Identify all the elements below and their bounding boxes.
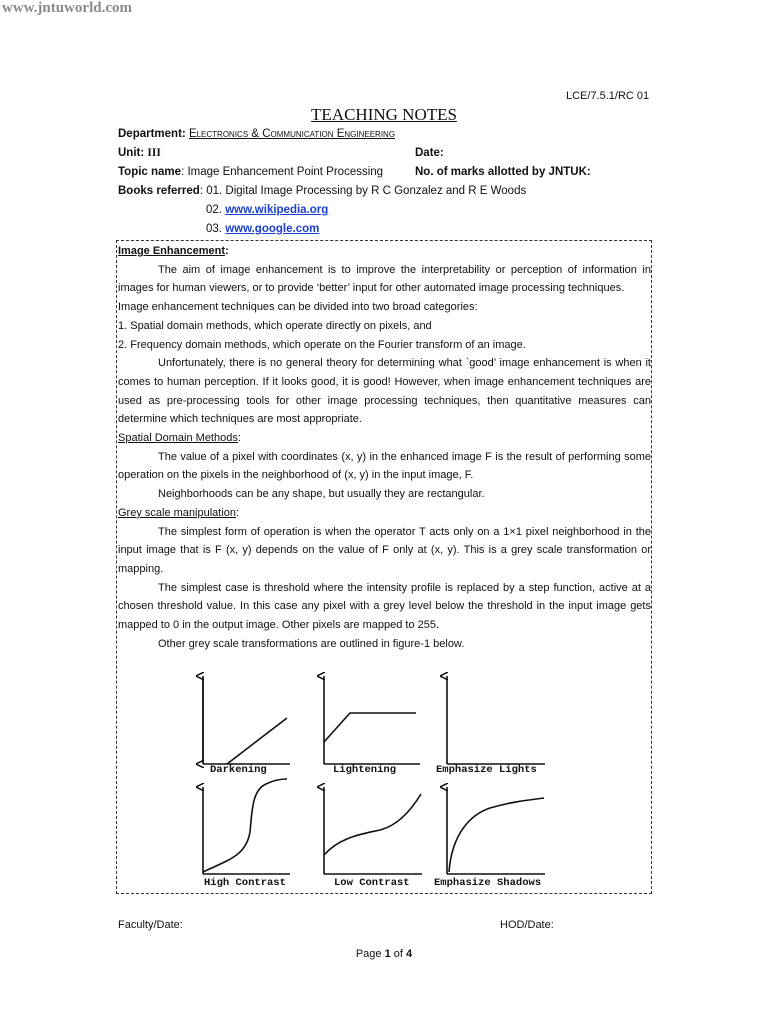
books-row: Books referred: 01. Digital Image Processing by R C Gonzalez and R E Woods <box>118 185 527 197</box>
watermark: www.jntuworld.com <box>2 0 132 16</box>
department-word-1: Electronics <box>188 128 249 140</box>
page-number: Page 1 of 4 <box>355 948 413 960</box>
caption-high-contrast: High Contrast <box>204 877 286 889</box>
document-reference: LCE/7.5.1/RC 01 <box>566 90 650 102</box>
curve-low-contrast <box>324 794 421 855</box>
paragraph-2: Image enhancement techniques can be divided into two broad categories: <box>118 301 478 314</box>
caption-low-contrast: Low Contrast <box>334 877 410 889</box>
caption-lightening: Lightening <box>333 764 397 776</box>
paragraph-9: The simplest case is threshold where the intensity profile is replaced by a step function, active at a chosen threshold value. In this case any pixel with a grey level below the threshold in the input image gets mapped to 0 in the output image. Other pixels are mapped to 255. <box>118 581 651 632</box>
heading-image-enhancement: Image Enhancement: <box>118 245 229 257</box>
transformation-graphs <box>190 672 580 896</box>
paragraph-1: The aim of image enhancement is to improve the interpretability or perception of information in images for human viewers, or to provide ‘better’ input for other automated image processing techniques. <box>118 263 651 295</box>
curve-high-contrast <box>203 779 287 872</box>
paragraph-8: The simplest form of operation is when the operator T acts only on a 1×1 pixel neighborhood in the input image that is F (x, y) depends on the value of F only at (x, y). This is a grey scale transformation or mapping. <box>118 525 651 575</box>
caption-emphasize-shadows: Emphasize Shadows <box>434 877 542 889</box>
caption-emphasize-lights: Emphasize Lights <box>436 764 537 776</box>
wikipedia-link[interactable]: www.wikipedia.org <box>225 204 329 216</box>
heading-grey-scale: Grey scale manipulation: <box>118 506 240 519</box>
topic-label: Topic name <box>118 166 182 178</box>
marks-label: No. of marks allotted by JNTUK: <box>415 166 591 178</box>
topic-row: Topic name: Image Enhancement Point Processing <box>118 166 384 178</box>
paragraph-7: Neighborhoods can be any shape, but usually they are rectangular. <box>158 488 485 501</box>
axes-darkening <box>203 678 290 764</box>
paragraph-6: The value of a pixel with coordinates (x, y) in the enhanced image F is the result of performing some operation on the pixels in the neighborhood of (x, y) in the input image, F. <box>118 450 651 482</box>
faculty-date: Faculty/Date: <box>118 919 183 931</box>
unit-value: III <box>147 147 161 159</box>
google-link[interactable]: www.google.com <box>225 223 320 235</box>
department-label: Department <box>118 128 182 140</box>
paragraph-3: 1. Spatial domain methods, which operate directly on pixels, and <box>118 319 432 332</box>
topic-value: Image Enhancement Point Processing <box>187 166 384 178</box>
paragraph-4: 2. Frequency domain methods, which operate on the Fourier transform of an image. <box>118 338 526 351</box>
department-word-3: Engineering <box>336 128 396 140</box>
hod-date: HOD/Date: <box>500 919 554 931</box>
books-label: Books referred <box>118 185 200 197</box>
book-1: 01. Digital Image Processing by R C Gonzalez and R E Woods <box>206 185 527 197</box>
department-word-2: Communication <box>262 128 334 140</box>
book-2: 02. www.wikipedia.org <box>206 204 329 216</box>
curve-lightening <box>324 713 416 742</box>
book-3: 03. www.google.com <box>206 223 320 235</box>
paragraph-10: Other grey scale transformations are outlined in figure-1 below. <box>158 637 465 650</box>
department-amp: & <box>248 128 263 140</box>
unit-row <box>118 147 161 159</box>
department-row: Department: Electronics & Communication Engineering <box>118 128 396 140</box>
content-body <box>118 242 651 653</box>
curve-emphasize-shadows <box>449 798 544 872</box>
figure-grey-transformations <box>190 672 580 896</box>
curve-darkening <box>227 718 287 764</box>
page-title: TEACHING NOTES <box>311 105 457 124</box>
caption-darkening: Darkening <box>210 764 267 776</box>
paragraph-5: Unfortunately, there is no general theory for determining what `good’ image enhancement is when it comes to human perception. If it looks good, it is good! However, when image enhancement techniques are used as pre-processing tools for other image processing techniques, then quantitative measures can determine which techniques are most appropriate. <box>118 357 651 426</box>
heading-spatial-domain: Spatial Domain Methods: <box>118 432 241 445</box>
date-label: Date: <box>415 147 444 159</box>
unit-label: Unit: <box>118 147 145 159</box>
